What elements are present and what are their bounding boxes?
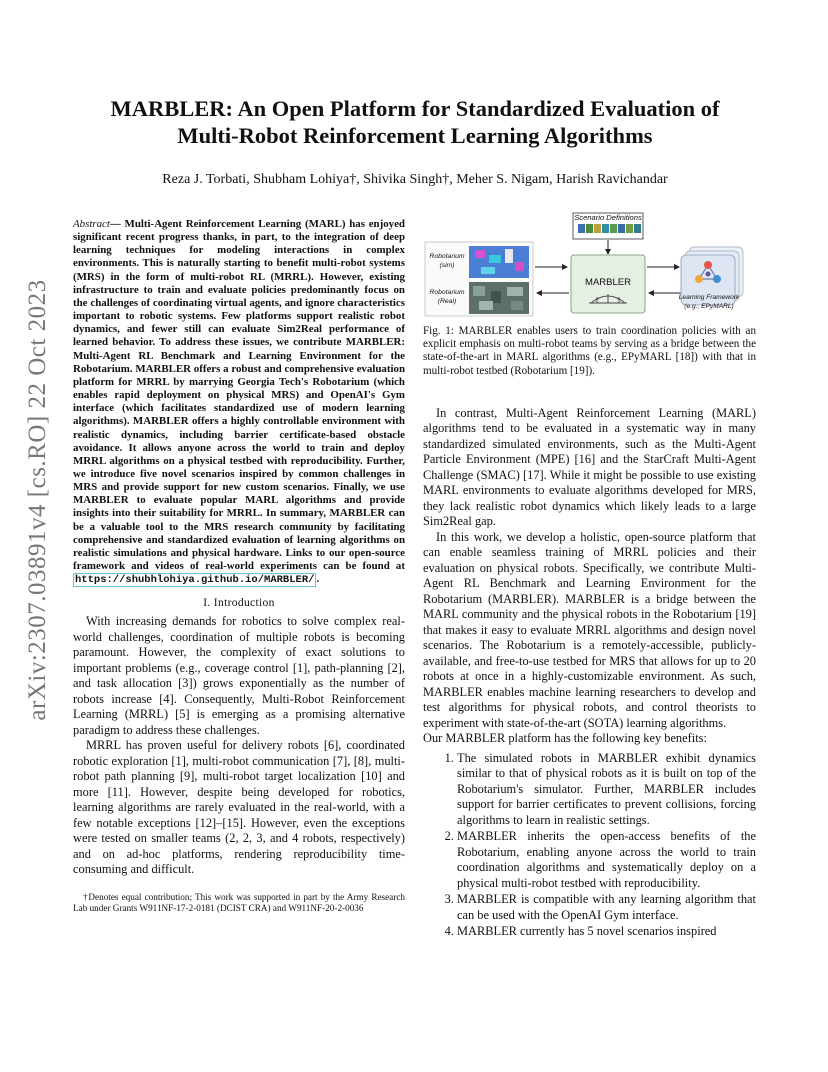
learning-framework-label: Learning Framework (e.g., EPyMARL) — [678, 294, 740, 310]
intro-paragraph-1: With increasing demands for robotics to solve complex real-world challenges, coordination of multiple robots is becoming paramount. However, the complexity of exact solutions to important problems (e.g., coverage control [1], path-planning [2], and task allocation [3]) grows exponentially as the number of robots increase [4]. Consequently, Multi-Robot Reinforcement Learning (MRRL) [5] is emerging as a promising alternative paradigm to address these challenges. — [73, 614, 405, 737]
benefit-item: 1. The simulated robots in MARBLER exhibit dynamics similar to that of physical robots as it is built on top of the Robotarium's simulator. Further, MARBLER includes support for barrier certificates to prevent collisions, forcing algorithms to learn in realistic settings. — [457, 751, 756, 829]
intro-paragraph-2: MRRL has proven useful for delivery robots [6], coordinated robotic exploration [1], multi-robot communication [7], [8], multi-robot path planning [9], multi-robot target localization [10] and more [11]. However, despite being developed for robotics, learning algorithms are rarely evaluated in the real-world, with a few notable exceptions [12]–[15]. However, even the exceptions were tested on smaller teams (2, 2, 3, and 4 robots, respectively) and on ad-hoc platforms, rendering reproducibility time-consuming and difficult. — [73, 738, 405, 877]
benefit-item: 4. MARBLER currently has 5 novel scenarios inspired — [457, 924, 756, 940]
abstract-label: Abstract — [73, 218, 110, 230]
robotarium-real-label: Robotarium (Real) — [429, 289, 465, 305]
abstract-text: Multi-Agent Reinforcement Learning (MARL) has enjoyed significant recent progress thanks, in part, to the integration of deep learning techniques for modeling interactions in complex environments. This is naturally starting to benefit multi-robot systems (MRS) in the form of multi-robot RL (MRRL). However, existing infrastructure to train and evaluate policies predominantly focus on the challenges of coordinating virtual agents, and ignore characteristics important to robotic systems. Few platforms support realistic robot dynamics, and fewer still can evaluate Sim2Real performance of learned behavior. To address these issues, we contribute MARBLER: Multi-Agent RL Benchmark and Learning Environment for the Robotarium. MARBLER offers a robust and comprehensive evaluation platform for MRRL by marrying Georgia Tech's Robotarium (which enables rapid deployment on physical MRS) and OpenAI's Gym interface (which facilitates standardized use of modern learning algorithms). MARBLER offers a highly controllable environment with realistic dynamics, including barrier certificate-based obstacle avoidance. It allows anyone across the world to train and deploy MRRL algorithms on a physical testbed with reproducibility. Further, we introduce five novel scenarios inspired by common challenges in MRS and provide support for new custom scenarios. Finally, we use MARBLER to evaluate popular MARL algorithms and provide insights into their suitability for MRRL. In summary, MARBLER can be a valuable tool to the MRS research community by facilitating comprehensive and standardized evaluation of learning algorithms on realistic simulations and physical hardware. Links to our open-source framework and videos of real-world experiments can be found at — [73, 218, 405, 573]
figure-1-caption: Fig. 1: MARBLER enables users to train coordination policies with an explicit emphasis on multi-robot teams by serving as a bridge between the state-of-the-art in MARL algorithms (e.g., EPyMARL [18]) with that in multi-robot testbed (Robotarium [19]). — [423, 325, 756, 377]
benefit-item: 3. MARBLER is compatible with any learning algorithm that can be used with the OpenAI Gym interface. — [457, 892, 756, 923]
section-heading-introduction: I. Introduction — [203, 596, 275, 610]
footnote: †Denotes equal contribution; This work was supported in part by the Army Research Lab under Grants W911NF-17-2-0181 (DCIST CRA) and W911NF-20-2-0036 — [73, 891, 405, 914]
right-paragraph-3: Our MARBLER platform has the following key benefits: — [423, 731, 707, 746]
project-url-link[interactable]: https://shubhlohiya.github.io/MARBLER/ — [75, 574, 315, 587]
benefit-item: 2. MARBLER inherits the open-access benefits of the Robotarium, enabling anyone across the world to train coordination algorithms and systematically deploy on a physical multi-robot testbed with reproducibility. — [457, 829, 756, 891]
abstract: Abstract— Multi-Agent Reinforcement Learning (MARL) has enjoyed significant recent progress thanks, in part, to the integration of deep learning techniques for modeling interactions in complex environments. This is naturally starting to benefit multi-robot systems (MRS) in the form of multi-robot RL (MRRL). However, existing infrastructure to train and evaluate policies predominantly focus on the challenges of coordinating virtual agents, and ignore characteristics important to robotic systems. Few platforms support realistic robot dynamics, and fewer still can evaluate Sim2Real performance of learned behavior. To address these issues, we contribute MARBLER: Multi-Agent RL Benchmark and Learning Environment for the Robotarium. MARBLER offers a robust and comprehensive evaluation platform for MRRL by marrying Georgia Tech's Robotarium (which enables rapid deployment on physical MRS) and OpenAI's Gym interface (which facilitates standardized use of modern learning algorithms). MARBLER offers a highly controllable environment with realistic dynamics, including barrier certificate-based obstacle avoidance. It allows anyone across the world to train and deploy MRRL algorithms on a physical testbed with reproducibility. Further, we introduce five novel scenarios inspired by common challenges in MRS and provide support for new custom scenarios. Finally, we use MARBLER to evaluate popular MARL algorithms and provide insights into their suitability for MRRL. In summary, MARBLER can be a valuable tool to the MRS research community by facilitating comprehensive and standardized evaluation of learning algorithms on realistic simulations and physical hardware. Links to our open-source framework and videos of real-world experiments can be found at https://shubhlohiya.github.io/MARBLER/ . — [73, 218, 405, 587]
author-list: Reza J. Torbati, Shubham Lohiya†, Shivika Singh†, Meher S. Nigam, Harish Ravichandar — [162, 172, 668, 187]
right-column — [423, 207, 756, 941]
left-column — [73, 218, 405, 915]
scenario-definitions-label: Scenario Definitions — [574, 213, 642, 222]
figure-1-diagram — [423, 207, 756, 319]
benefits-list — [423, 751, 756, 940]
robotarium-sim-label: Robotarium (sim) — [429, 253, 465, 269]
arxiv-identifier: arXiv:2307.03891v4 [cs.RO] 22 Oct 2023 — [24, 279, 51, 721]
paper-title: MARBLER: An Open Platform for Standardized Evaluation of Multi-Robot Reinforcement Learning Algorithms — [110, 96, 720, 148]
marbler-label: MARBLER — [585, 277, 631, 288]
right-paragraph-1: In contrast, Multi-Agent Reinforcement Learning (MARL) algorithms tend to be evaluated in a systematic way in many standardized simulated environments, such as the Multi-Agent Particle Environment (MPE) [16] and the StarCraft Multi-Agent Challenge (SMAC) [17]. While it might be possible to use existing MARL environments to evaluate algorithms developed for MRS, they lack realistic robot dynamics which likely leads to a large Sim2Real gap. — [423, 405, 756, 529]
right-paragraph-2: In this work, we develop a holistic, open-source platform that can enable seamless training of MRRL policies and their evaluation on physical robots. Specifically, we contribute Multi-Agent RL Benchmark and Learning Environment for the Robotarium (MARBLER). MARBLER is a bridge between the MARL community and the physical robots in the Robotarium [19] that makes it easy to evaluate MRRL algorithms and design novel scenarios. The Robotarium is a remotely-accessible, publicly-available, and free-to-use testbed for MRS that allows for up to 20 robots at once in a highly-customizable environment. As such, MARBLER enables machine learning researchers to develop and test algorithms for physical robots, and control theorists to experiment with state-of-the-art (SOTA) learning algorithms. — [423, 529, 756, 730]
